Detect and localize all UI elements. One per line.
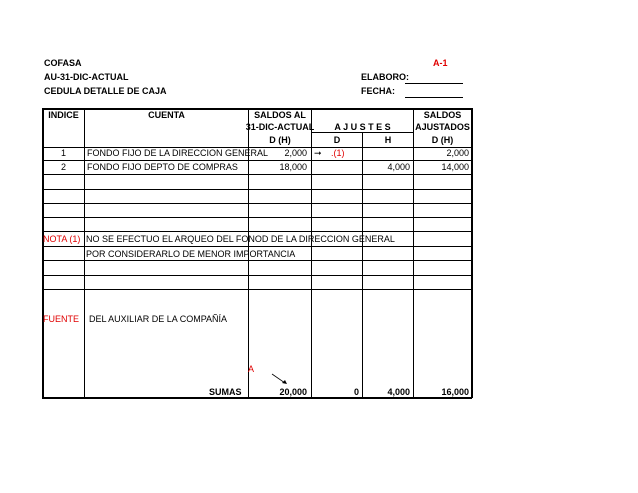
reference-code: A-1 — [433, 58, 448, 68]
note-label: NOTA (1) — [43, 234, 81, 244]
totals-label: SUMAS — [209, 387, 242, 397]
row-account: FONDO FIJO DEPTO DE COMPRAS — [87, 162, 238, 172]
document-title: CEDULA DETALLE DE CAJA — [44, 86, 167, 96]
total-debit: 0 — [353, 387, 359, 397]
prepared-by-label: ELABORO: — [361, 72, 409, 82]
header-adjustments: A J U S T E S — [334, 122, 391, 132]
header-adjusted-line1: SALDOS — [423, 110, 462, 120]
header-index: INDICE — [48, 110, 79, 120]
note-line2: POR CONSIDERARLO DE MENOR IMPORTANCIA — [86, 249, 296, 259]
header-balance-line2: 31-DIC-ACTUAL — [245, 122, 315, 132]
arrow-right-icon: ➞ — [314, 148, 322, 158]
prepared-by-line — [405, 83, 463, 84]
note-line1: NO SE EFECTUO EL ARQUEO DEL FONOD DE LA DIRECCION GENERAL — [86, 234, 395, 244]
row-adjusted: 2,000 — [446, 148, 469, 158]
company-name: COFASA — [44, 58, 82, 68]
source-text: DEL AUXILIAR DE LA COMPAÑÍA — [89, 314, 228, 324]
tick-mark-a: A — [248, 364, 255, 374]
header-adjusted-line2: AJUSTADOS — [415, 122, 470, 132]
row-line-1 — [42, 160, 472, 161]
row-line-10 — [42, 289, 472, 290]
date-label: FECHA: — [361, 86, 395, 96]
total-credit: 4,000 — [387, 387, 410, 397]
row-balance: 2,000 — [284, 148, 307, 158]
header-adj-credit: H — [384, 135, 392, 145]
row-account: FONDO FIJO DE LA DIRECCION GENERAL — [87, 148, 269, 158]
header-balance-line3: D (H) — [269, 135, 291, 145]
row-line-8 — [42, 260, 472, 261]
row-line-2 — [42, 174, 472, 175]
row-adjustment-mark: .(1) — [331, 148, 345, 158]
row-balance: 18,000 — [279, 162, 307, 172]
header-balance-line1: SALDOS AL — [254, 110, 306, 120]
period-label: AU-31-DIC-ACTUAL — [44, 72, 129, 82]
total-adjusted: 16,000 — [441, 387, 469, 397]
row-line-6 — [42, 231, 472, 232]
row-adjusted: 14,000 — [441, 162, 469, 172]
row-line-7 — [42, 246, 472, 247]
row-credit: 4,000 — [387, 162, 410, 172]
row-line-5 — [42, 217, 472, 218]
header-adj-debit: D — [333, 135, 341, 145]
row-index: 1 — [60, 148, 66, 158]
header-account: CUENTA — [148, 110, 185, 120]
row-line-4 — [42, 203, 472, 204]
source-label: FUENTE — [43, 314, 79, 324]
row-index: 2 — [60, 162, 66, 172]
header-adjusted-line3: D (H) — [431, 135, 454, 145]
date-line — [405, 97, 463, 98]
col-divider-1 — [84, 108, 85, 397]
arrow-down-right-icon — [270, 372, 290, 386]
table-right-border — [471, 108, 473, 398]
col-divider-3 — [311, 108, 312, 397]
total-balance: 20,000 — [279, 387, 307, 397]
row-line-3 — [42, 189, 472, 190]
row-line-9 — [42, 275, 472, 276]
